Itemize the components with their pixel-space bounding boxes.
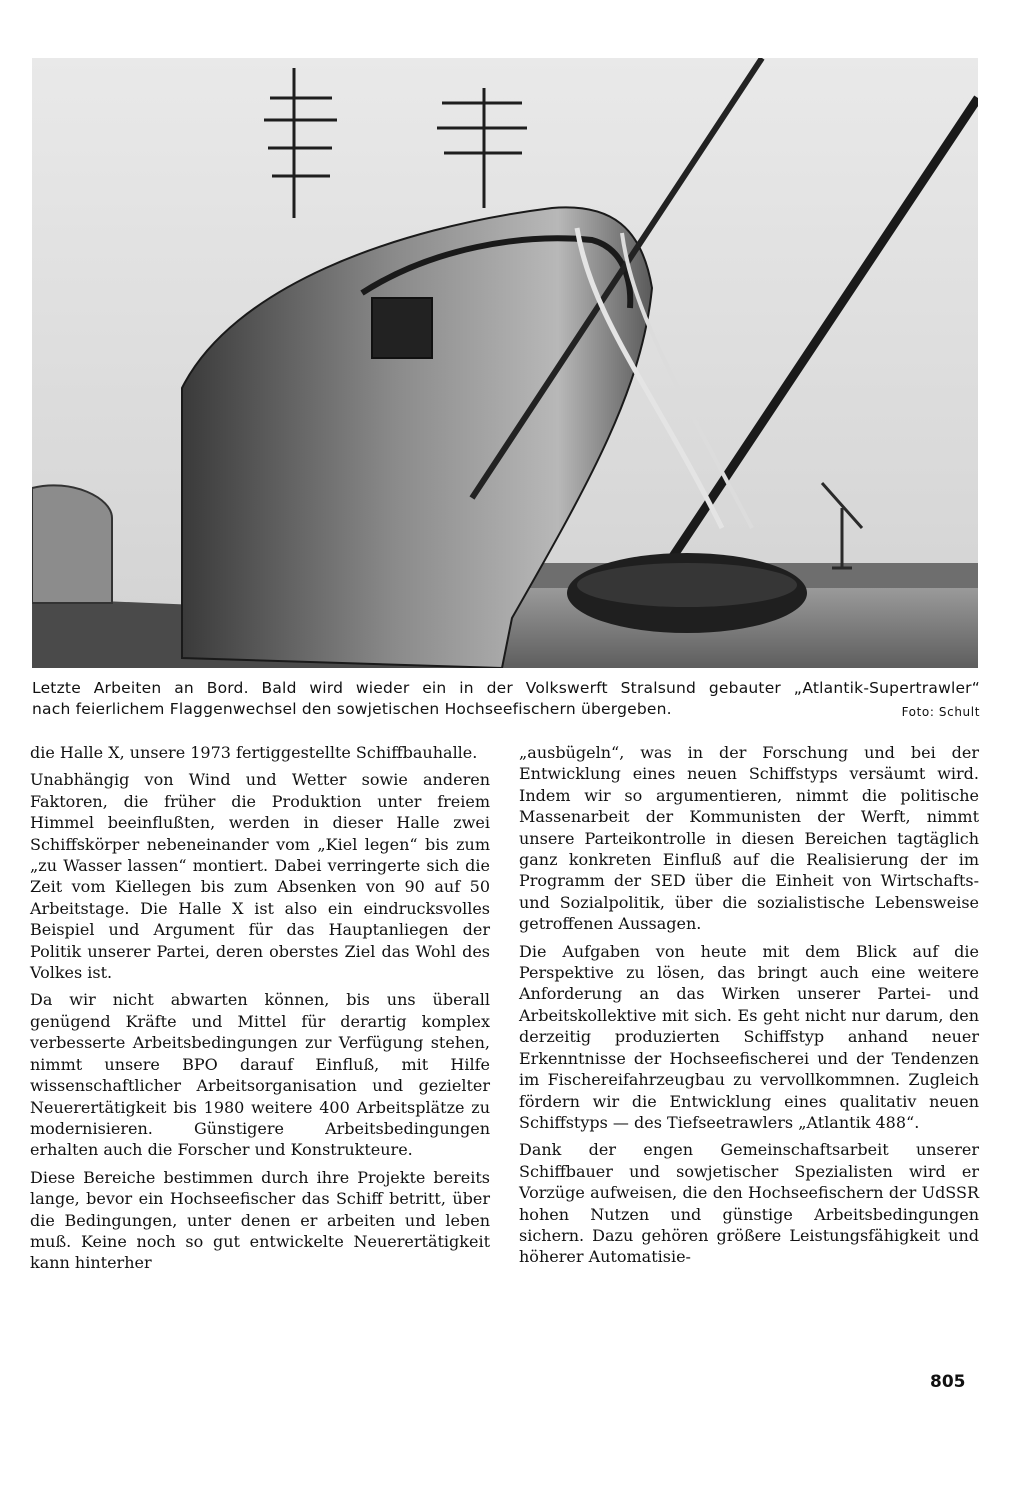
paragraph: Diese Bereiche bestimmen durch ihre Projekte bereits lange, bevor ein Hochseefischer das Schiff betritt, über die Bedingungen, unter denen er arbeiten und leben muß. Keine noch so gut entwickelte Neuerertätigkeit kann hinterher <box>30 1167 490 1273</box>
paragraph: „ausbügeln“, was in der Forschung und bei der Entwicklung eines neuen Schiffstyps versäumt wird. Indem wir so argumentieren, nimmt die politische Massenarbeit der Kommunisten der Werft, nimmt unsere Parteikontrolle in diesen Bereichen tagtäglich ganz konkreten Einfluß auf die Realisierung der im Programm der SED über die Einheit von Wirtschafts- und Sozialpolitik, über die sozialistische Lebensweise getroffenen Aussagen. <box>519 743 979 934</box>
paragraph: Die Aufgaben von heute mit dem Blick auf die Perspektive zu lösen, das bringt auch eine weitere Anforderung an das Wirken unserer Partei- und Arbeitskollektive mit sich. Es geht nicht nur darum, den derzeitig produzierten Schiffstyp anhand neuer Erkenntnisse der Hochseefischerei und der Tendenzen im Fischereifahrzeugbau zu vervollkommnen. Zugleich fördern wir die Entwicklung eines qualitativ neuen Schiffstyps — des Tiefseetrawlers „Atlantik 488“. <box>519 941 979 1132</box>
photo-caption-line2-row <box>32 699 980 723</box>
left-column <box>30 742 490 1280</box>
paragraph: Dank der engen Gemeinschaftsarbeit unserer Schiffbauer und sowjetischer Spezialisten wird er Vorzüge aufweisen, die den Hochseefischern der UdSSR hohen Nutzen und günstige Arbeitsbedingungen sichern. Dazu gehören größere Leistungsfähigkeit und höherer Automatisie- <box>519 1140 979 1267</box>
photo-caption-line1: Letzte Arbeiten an Bord. Bald wird wieder ein in der Volkswerft Stralsund gebauter „Atlantik-Supertrawler“ <box>32 679 980 697</box>
ship-illustration <box>32 58 978 668</box>
photo-caption-line2: nach feierlichem Flaggenwechsel den sowjetischen Hochseefischern übergeben. <box>32 700 672 718</box>
right-column <box>519 742 979 1274</box>
paragraph: die Halle X, unsere 1973 fertiggestellte Schiffbauhalle. <box>30 743 478 762</box>
paragraph: Unabhängig von Wind und Wetter sowie anderen Faktoren, die früher die Produktion unter freiem Himmel beeinflußten, werden in dieser Halle zwei Schiffskörper nebeneinander vom „Kiel legen“ bis zum „zu Wasser lassen“ montiert. Dabei verringerte sich die Zeit vom Kiellegen bis zum Absenken von 90 auf 50 Arbeitstage. Die Halle X ist also ein eindrucksvolles Beispiel und Argument für das Hauptanliegen der Politik unserer Partei, deren oberstes Ziel das Wohl des Volkes ist. <box>30 770 490 983</box>
ship-photo <box>32 58 978 668</box>
paragraph: Da wir nicht abwarten können, bis uns überall genügend Kräfte und Mittel für derartig komplex verbesserte Arbeitsbedingungen zur Verfügung stehen, nimmt unsere BPO darauf Einfluß, mit Hilfe wissenschaftlicher Arbeitsorganisation und gezielter Neuerertätigkeit bis 1980 weitere 400 Arbeitsplätze zu modernisieren. Günstigere Arbeitsbedingungen erhalten auch die Forscher und Konstrukteure. <box>30 990 490 1160</box>
page-number: 805 <box>930 1372 966 1392</box>
anchor-pocket <box>372 298 432 358</box>
photo-credit: Foto: Schult <box>901 705 980 719</box>
